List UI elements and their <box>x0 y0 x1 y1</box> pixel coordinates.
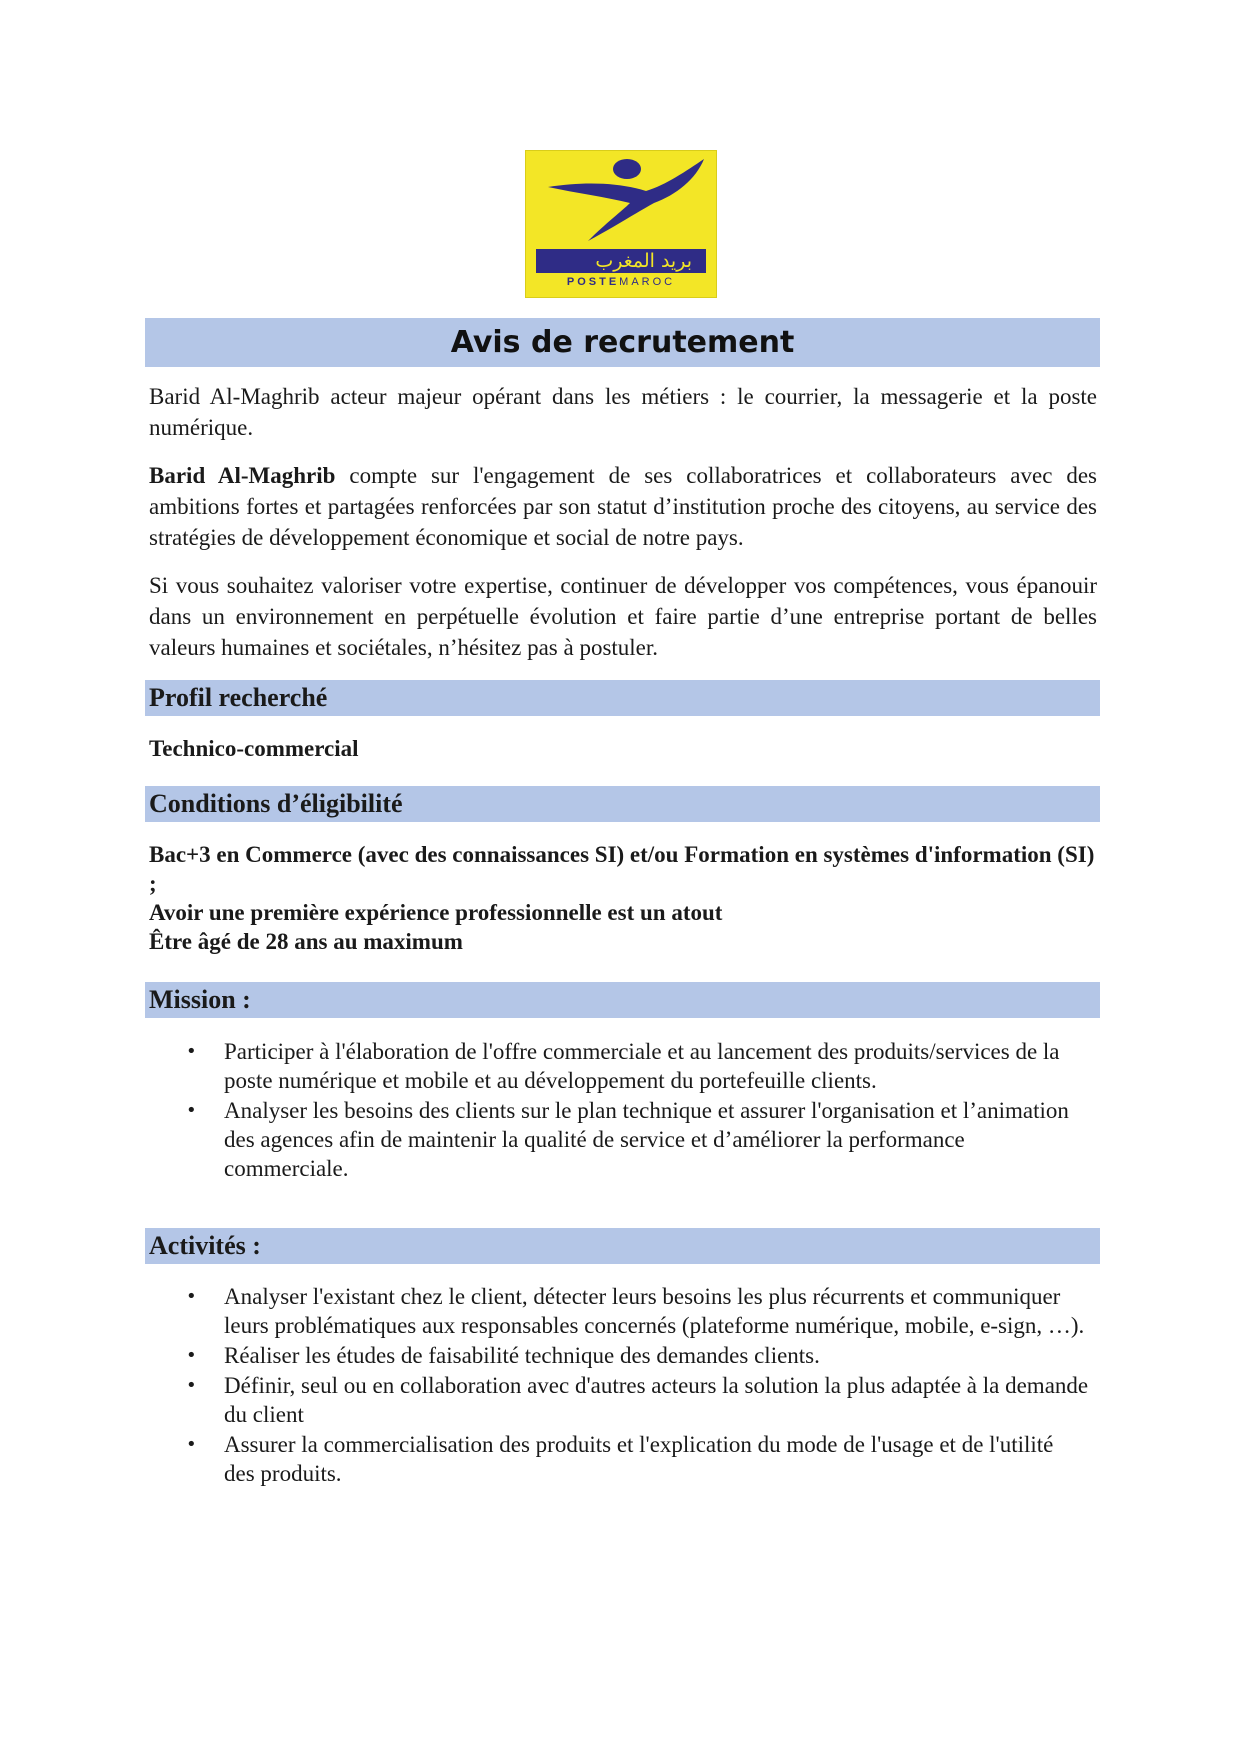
title-banner <box>145 318 1100 367</box>
bullet-icon: • <box>186 1286 197 1307</box>
page-title: Avis de recrutement <box>450 325 795 360</box>
intro-paragraph-1: Barid Al-Maghrib acteur majeur opérant dans les métiers : le courrier, la messagerie et la poste numérique. <box>149 384 1097 440</box>
intro-paragraph-2: Barid Al-Maghrib compte sur l'engagement de ses collaboratrices et collaborateurs avec des ambitions fortes et partagées renforcées par son statut d’institution proche des citoyens, au service des stratégies de développement économique et social de notre pays. <box>149 463 1097 550</box>
logo-figure-icon <box>526 151 716 251</box>
bullet-icon: • <box>186 1434 197 1455</box>
condition-item: Bac+3 en Commerce (avec des connaissances SI) et/ou Formation en systèmes d'information (SI) ; <box>149 842 1095 896</box>
conditions-list <box>149 840 1097 956</box>
bullet-icon: • <box>186 1041 197 1062</box>
condition-item: Être âgé de 28 ans au maximum <box>149 929 463 954</box>
section-profil <box>145 680 1100 716</box>
bullet-icon: • <box>186 1375 197 1396</box>
profil-value: Technico-commercial <box>149 736 359 761</box>
section-heading-conditions: Conditions d’éligibilité <box>149 789 403 818</box>
condition-item: Avoir une première expérience professionnelle est un atout <box>149 900 723 925</box>
logo-arabic-text: بريد المغرب <box>536 249 706 273</box>
list-item: • Analyser l'existant chez le client, détecter leurs besoins les plus récurrents et communiquer leurs problématiques aux responsables concernés (plateforme numérique, mobile, e-sign, …). <box>186 1284 1085 1338</box>
poste-maroc-logo <box>525 150 717 298</box>
activites-list <box>149 1282 1089 1489</box>
logo-latin-text: POSTEMAROC <box>566 276 676 288</box>
section-heading-activites: Activités : <box>149 1231 261 1260</box>
list-item: • Définir, seul ou en collaboration avec d'autres acteurs la solution la plus adaptée à la demande du client <box>186 1373 1089 1427</box>
bullet-icon: • <box>186 1345 197 1366</box>
intro-paragraph-3: Si vous souhaitez valoriser votre expertise, continuer de développer vos compétences, vous épanouir dans un environnement en perpétuelle évolution et faire partie d’une entreprise portant de belles valeurs humaines et sociétales, n’hésitez pas à postuler. <box>149 573 1097 660</box>
list-item: • Réaliser les études de faisabilité technique des demandes clients. <box>186 1343 820 1368</box>
section-heading-mission: Mission : <box>149 985 251 1014</box>
list-item: • Assurer la commercialisation des produits et l'explication du mode de l'usage et de l'utilité des produits. <box>186 1432 1054 1486</box>
section-heading-profil: Profil recherché <box>149 683 328 712</box>
bullet-icon: • <box>186 1100 197 1121</box>
list-item: • Analyser les besoins des clients sur le plan technique et assurer l'organisation et l’animation des agences afin de maintenir la qualité de service et d’améliorer la performance commerciale. <box>186 1098 1069 1181</box>
section-activites <box>145 1228 1100 1264</box>
section-mission <box>145 982 1100 1018</box>
mission-list <box>149 1037 1089 1184</box>
section-conditions <box>145 786 1100 822</box>
list-item: • Participer à l'élaboration de l'offre commerciale et au lancement des produits/services de la poste numérique et mobile et au développement du portefeuille clients. <box>186 1039 1060 1093</box>
